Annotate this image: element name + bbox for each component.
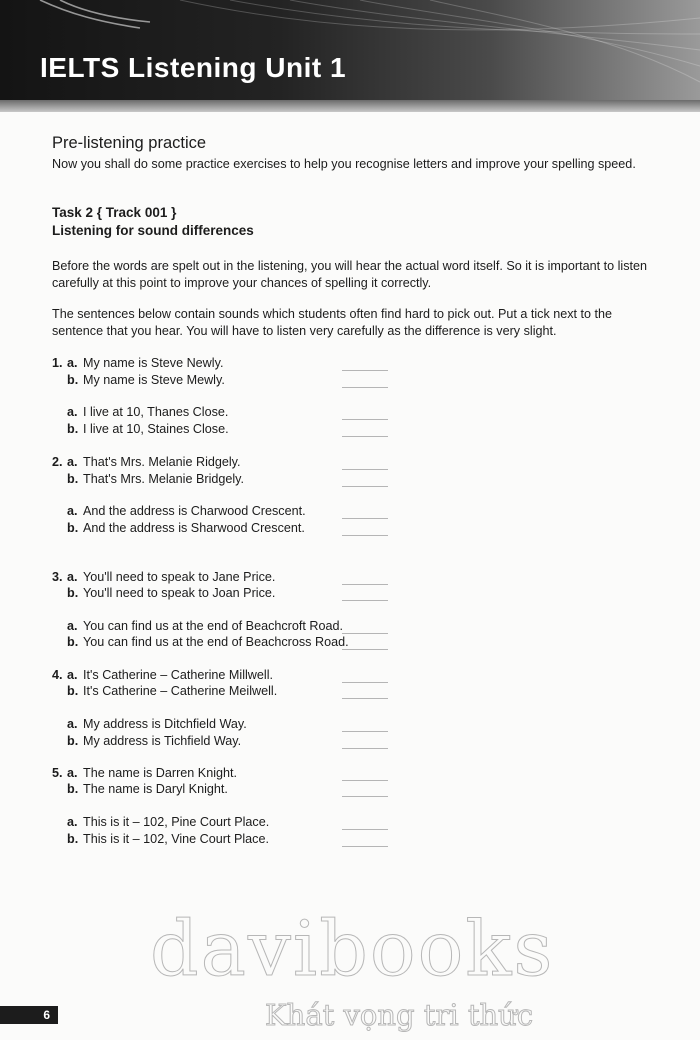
sentence-option: It's Catherine – Catherine Meilwell. <box>83 684 278 698</box>
tick-line[interactable] <box>342 518 388 519</box>
tick-line[interactable] <box>342 796 388 797</box>
exercise-row <box>52 472 412 489</box>
option-letter: b. <box>67 472 79 486</box>
exercise-row <box>52 373 412 390</box>
exercise-row <box>52 832 412 849</box>
exercise-number: 1. <box>52 356 63 370</box>
tick-line[interactable] <box>342 600 388 601</box>
option-letter: a. <box>67 405 78 419</box>
sentence-option: You'll need to speak to Joan Price. <box>83 586 276 600</box>
option-letter: a. <box>67 570 78 584</box>
option-letter: a. <box>67 619 78 633</box>
sentence-option: This is it – 102, Pine Court Place. <box>83 815 270 829</box>
option-letter: b. <box>67 832 79 846</box>
exercise-row <box>52 815 412 832</box>
exercise-number: 3. <box>52 570 63 584</box>
option-letter: b. <box>67 684 79 698</box>
tick-line[interactable] <box>342 469 388 470</box>
paragraph-line: The sentences below contain sounds which students often find hard to pick out. Put a tick next to the <box>52 307 613 321</box>
option-letter: a. <box>67 504 78 518</box>
sentence-option: That's Mrs. Melanie Ridgely. <box>83 455 241 469</box>
sentence-option: I live at 10, Thanes Close. <box>83 405 229 419</box>
tick-line[interactable] <box>342 436 388 437</box>
sentence-option: And the address is Sharwood Crescent. <box>83 521 305 535</box>
option-letter: b. <box>67 734 79 748</box>
option-letter: b. <box>67 422 79 436</box>
tick-line[interactable] <box>342 649 388 650</box>
sentence-option: You can find us at the end of Beachcroft Road. <box>83 619 343 633</box>
sentence-option: And the address is Charwood Crescent. <box>83 504 306 518</box>
page-number: 6 <box>0 1006 58 1024</box>
tick-line[interactable] <box>342 633 388 634</box>
sentence-option: The name is Daryl Knight. <box>83 782 228 796</box>
tick-line[interactable] <box>342 846 388 847</box>
exercise-row <box>52 570 412 587</box>
option-letter: a. <box>67 455 78 469</box>
option-letter: a. <box>67 668 78 682</box>
sentence-option: That's Mrs. Melanie Bridgely. <box>83 472 245 486</box>
tick-line[interactable] <box>342 748 388 749</box>
task-title: Task 2 { Track 001 } <box>52 205 177 220</box>
tick-line[interactable] <box>342 698 388 699</box>
tick-line[interactable] <box>342 584 388 585</box>
sentence-option: You can find us at the end of Beachcross Road. <box>83 635 349 649</box>
watermark-brand: davibooks <box>150 904 555 993</box>
sentence-option: My address is Tichfield Way. <box>83 734 242 748</box>
instruction-paragraph-1 <box>52 258 652 291</box>
paragraph-line: sentence that you hear. You will have to listen very carefully as the difference is very slight. <box>52 323 557 338</box>
option-letter: a. <box>67 815 78 829</box>
option-letter: a. <box>67 717 78 731</box>
sentence-option: The name is Darren Knight. <box>83 766 237 780</box>
exercise-number: 4. <box>52 668 63 682</box>
tick-line[interactable] <box>342 829 388 830</box>
paragraph-line: carefully at this point to improve your chances of spelling it correctly. <box>52 275 432 290</box>
tick-line[interactable] <box>342 780 388 781</box>
paragraph-line: Before the words are spelt out in the listening, you will hear the actual word itself. So it is important to listen <box>52 259 648 273</box>
tick-line[interactable] <box>342 535 388 536</box>
exercise-number: 5. <box>52 766 63 780</box>
exercise-row <box>52 619 412 636</box>
exercise-row <box>52 521 412 538</box>
exercise-row <box>52 684 412 701</box>
option-letter: b. <box>67 635 79 649</box>
option-letter: b. <box>67 586 79 600</box>
exercise-row <box>52 405 412 422</box>
option-letter: b. <box>67 521 79 535</box>
exercise-number: 2. <box>52 455 63 469</box>
sentence-option: My name is Steve Newly. <box>83 356 224 370</box>
sentence-option: It's Catherine – Catherine Millwell. <box>83 668 273 682</box>
option-letter: b. <box>67 782 79 796</box>
page-title: IELTS Listening Unit 1 <box>40 52 347 83</box>
tick-line[interactable] <box>342 370 388 371</box>
tick-line[interactable] <box>342 731 388 732</box>
exercise-row <box>52 586 412 603</box>
exercise-row <box>52 422 412 439</box>
section-intro-text: Now you shall do some practice exercises to help you recognise letters and improve your spelling speed. <box>52 157 636 171</box>
tick-line[interactable] <box>342 682 388 683</box>
exercise-row <box>52 717 412 734</box>
tick-line[interactable] <box>342 387 388 388</box>
sentence-option: I live at 10, Staines Close. <box>83 422 229 436</box>
exercise-row <box>52 455 412 472</box>
watermark-tagline: Khát vọng tri thức <box>265 998 534 1032</box>
header-banner <box>0 0 700 112</box>
sentence-option: My address is Ditchfield Way. <box>83 717 247 731</box>
option-letter: a. <box>67 356 78 370</box>
sentence-option: You'll need to speak to Jane Price. <box>83 570 276 584</box>
tick-line[interactable] <box>342 419 388 420</box>
instruction-paragraph-2 <box>52 306 652 339</box>
exercise-row <box>52 734 412 751</box>
exercise-row <box>52 668 412 685</box>
task-subtitle: Listening for sound differences <box>52 223 254 238</box>
exercise-row <box>52 635 412 652</box>
sentence-option: This is it – 102, Vine Court Place. <box>83 832 269 846</box>
exercise-row <box>52 504 412 521</box>
section-heading: Pre-listening practice <box>52 134 207 152</box>
option-letter: b. <box>67 373 79 387</box>
exercise-row <box>52 766 412 783</box>
tick-line[interactable] <box>342 486 388 487</box>
banner-bottom-edge <box>0 100 700 112</box>
sentence-option: My name is Steve Mewly. <box>83 373 225 387</box>
option-letter: a. <box>67 766 78 780</box>
exercise-row <box>52 356 412 373</box>
exercise-row <box>52 782 412 799</box>
